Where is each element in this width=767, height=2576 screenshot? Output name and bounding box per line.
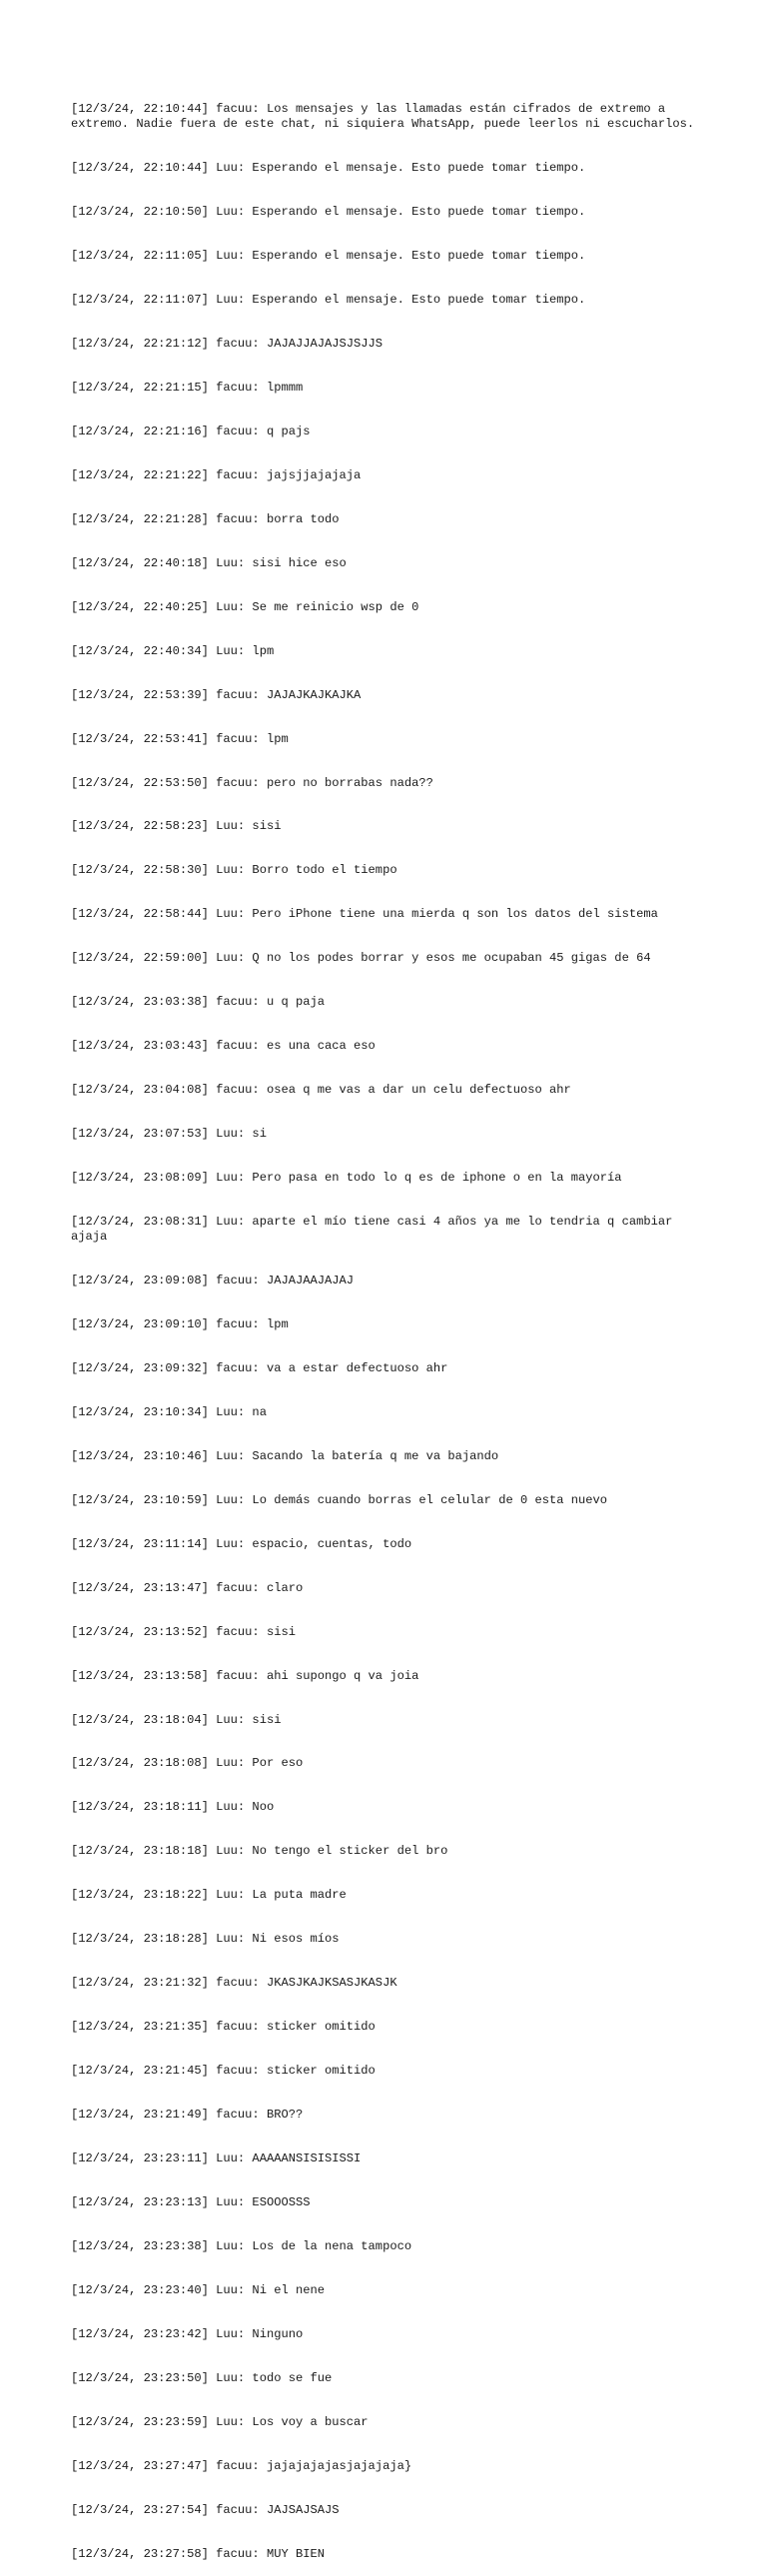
chat-line: [12/3/24, 23:09:32] facuu: va a estar defectuoso ahr	[71, 1360, 448, 1375]
chat-line: [12/3/24, 22:21:28] facuu: borra todo	[71, 511, 340, 526]
chat-line: [12/3/24, 22:40:34] Luu: lpm	[71, 643, 275, 658]
chat-line: [12/3/24, 23:21:32] facuu: JKASJKAJKSASJKASJK	[71, 1976, 397, 1991]
chat-line: [12/3/24, 23:18:08] Luu: Por eso	[71, 1756, 304, 1771]
chat-line: [12/3/24, 23:18:18] Luu: No tengo el sticker del bro	[71, 1844, 448, 1859]
chat-line: [12/3/24, 23:08:09] Luu: Pero pasa en todo lo q es de iphone o en la mayoría	[71, 1171, 622, 1186]
chat-line: [12/3/24, 23:23:13] Luu: ESOOOSSS	[71, 2195, 311, 2210]
chat-line: [12/3/24, 23:27:54] facuu: JAJSAJSAJS	[71, 2502, 340, 2517]
chat-transcript	[71, 73, 702, 2576]
chat-line: [12/3/24, 22:21:16] facuu: q pajs	[71, 424, 311, 438]
chat-line: [12/3/24, 23:10:46] Luu: Sacando la batería q me va bajando	[71, 1448, 499, 1463]
chat-line: [12/3/24, 23:03:38] facuu: u q paja	[71, 995, 326, 1010]
chat-line: [12/3/24, 23:13:47] facuu: claro	[71, 1580, 304, 1595]
chat-line: [12/3/24, 23:23:59] Luu: Los voy a buscar	[71, 2415, 369, 2429]
chat-line: [12/3/24, 23:27:47] facuu: jajajajajasjajajaja}	[71, 2458, 412, 2473]
chat-line: [12/3/24, 23:13:52] facuu: sisi	[71, 1624, 296, 1639]
chat-line: [12/3/24, 22:40:18] Luu: sisi hice eso	[71, 555, 347, 570]
chat-line: [12/3/24, 22:58:23] Luu: sisi	[71, 819, 282, 834]
chat-line: [12/3/24, 23:18:04] Luu: sisi	[71, 1712, 282, 1727]
chat-line: [12/3/24, 23:23:38] Luu: Los de la nena tampoco	[71, 2239, 412, 2254]
chat-line: [12/3/24, 22:53:39] facuu: JAJAJKAJKAJKA	[71, 687, 362, 702]
chat-line: [12/3/24, 22:53:50] facuu: pero no borrabas nada??	[71, 775, 433, 790]
chat-line: [12/3/24, 22:21:22] facuu: jajsjjajajaja	[71, 467, 362, 482]
chat-line: [12/3/24, 22:59:00] Luu: Q no los podes borrar y esos me ocupaban 45 gigas de 64	[71, 951, 651, 966]
chat-line: [12/3/24, 23:11:14] Luu: espacio, cuentas, todo	[71, 1536, 412, 1551]
chat-line: [12/3/24, 23:13:58] facuu: ahi supongo q va joia	[71, 1668, 419, 1683]
chat-line: [12/3/24, 22:10:50] Luu: Esperando el mensaje. Esto puede tomar tiempo.	[71, 204, 586, 219]
chat-line: [12/3/24, 22:11:07] Luu: Esperando el mensaje. Esto puede tomar tiempo.	[71, 292, 586, 307]
chat-line: [12/3/24, 23:23:50] Luu: todo se fue	[71, 2371, 333, 2386]
chat-line: [12/3/24, 23:03:43] facuu: es una caca eso	[71, 1039, 376, 1054]
chat-line: [12/3/24, 23:04:08] facuu: osea q me vas a dar un celu defectuoso ahr	[71, 1083, 571, 1098]
chat-line: [12/3/24, 22:10:44] facuu: Los mensajes y las llamadas están cifrados de extremo a extremo. Nadie fuera de este chat, ni siquiera WhatsApp, puede leerlos ni escucharlos.	[71, 102, 695, 131]
chat-line: [12/3/24, 23:18:11] Luu: Noo	[71, 1800, 275, 1815]
chat-line: [12/3/24, 23:23:11] Luu: AAAAANSISISISSI	[71, 2151, 362, 2166]
chat-line: [12/3/24, 23:10:59] Luu: Lo demás cuando borras el celular de 0 esta nuevo	[71, 1492, 608, 1507]
chat-line: [12/3/24, 23:10:34] Luu: na	[71, 1404, 267, 1419]
chat-line: [12/3/24, 22:40:25] Luu: Se me reinicio wsp de 0	[71, 599, 419, 614]
chat-line: [12/3/24, 23:09:08] facuu: JAJAJAAJAJAJ	[71, 1273, 355, 1288]
chat-line: [12/3/24, 23:21:49] facuu: BRO??	[71, 2108, 304, 2123]
chat-line: [12/3/24, 22:58:44] Luu: Pero iPhone tiene una mierda q son los datos del sistema	[71, 907, 658, 922]
chat-line: [12/3/24, 23:23:42] Luu: Ninguno	[71, 2327, 304, 2342]
chat-line: [12/3/24, 22:21:12] facuu: JAJAJJAJAJSJSJJS	[71, 336, 384, 351]
chat-line: [12/3/24, 22:58:30] Luu: Borro todo el tiempo	[71, 863, 397, 878]
chat-line: [12/3/24, 22:21:15] facuu: lpmmm	[71, 380, 304, 395]
chat-line: [12/3/24, 22:11:05] Luu: Esperando el mensaje. Esto puede tomar tiempo.	[71, 248, 586, 263]
chat-line: [12/3/24, 23:27:58] facuu: MUY BIEN	[71, 2546, 326, 2561]
chat-line: [12/3/24, 23:09:10] facuu: lpm	[71, 1316, 289, 1331]
chat-line: [12/3/24, 23:18:22] Luu: La puta madre	[71, 1888, 347, 1903]
chat-line: [12/3/24, 23:23:40] Luu: Ni el nene	[71, 2283, 326, 2298]
chat-line: [12/3/24, 22:10:44] Luu: Esperando el mensaje. Esto puede tomar tiempo.	[71, 160, 586, 175]
chat-line: [12/3/24, 23:21:35] facuu: sticker omitido	[71, 2020, 376, 2035]
chat-line: [12/3/24, 23:08:31] Luu: aparte el mío tiene casi 4 años ya me lo tendria q cambiar ajaja	[71, 1215, 680, 1244]
chat-line: [12/3/24, 22:53:41] facuu: lpm	[71, 731, 289, 746]
chat-line: [12/3/24, 23:07:53] Luu: si	[71, 1127, 267, 1142]
chat-line: [12/3/24, 23:21:45] facuu: sticker omitido	[71, 2064, 376, 2079]
chat-line: [12/3/24, 23:18:28] Luu: Ni esos míos	[71, 1932, 340, 1947]
